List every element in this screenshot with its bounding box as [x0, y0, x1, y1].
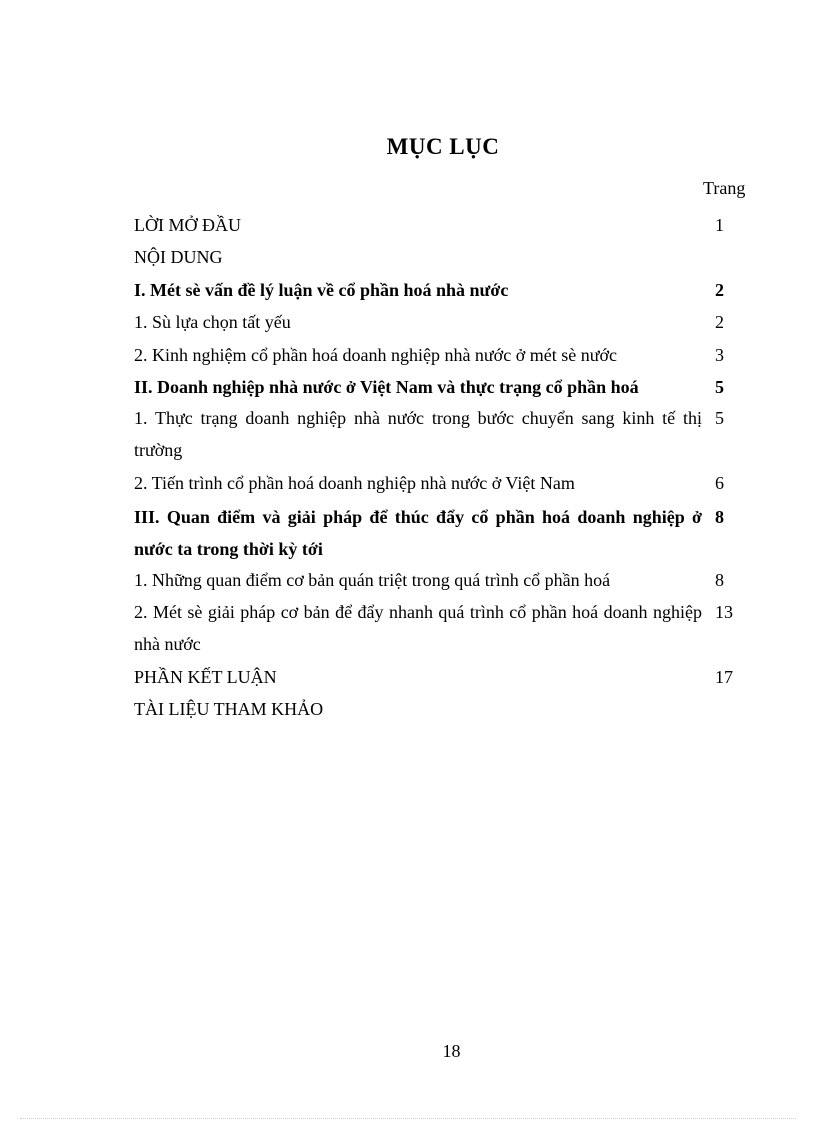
toc-entry-text: LỜI MỞ ĐẦU — [134, 215, 241, 235]
toc-entry-text: TÀI LIỆU THAM KHẢO — [134, 699, 324, 719]
toc-entry-ket-luan — [134, 661, 734, 693]
toc-entry-text: III. Quan điểm và giải pháp để thúc đẩy cổ phần hoá doanh nghiệp ở nước ta trong thời kỳ tới — [134, 507, 702, 559]
page-title: MỤC LỤC — [386, 134, 500, 159]
toc-entry-section-2-1 — [134, 402, 734, 466]
toc-entry-text: 2. Tiến trình cổ phần hoá doanh nghiệp nhà nước ở Việt Nam — [134, 473, 575, 493]
toc-entry-page: 13 — [715, 602, 733, 622]
toc-entry-section-3 — [134, 501, 734, 565]
toc-entry-section-1-1 — [134, 306, 734, 338]
toc-entry-section-3-2 — [134, 596, 734, 660]
toc-entry-page: 3 — [715, 345, 724, 365]
toc-entry-page: 5 — [715, 377, 724, 397]
toc-entry-loi-mo-dau — [134, 209, 734, 241]
toc-entry-section-1 — [134, 274, 734, 306]
toc-entry-page: 1 — [715, 215, 724, 235]
toc-entry-text: PHẦN KẾT LUẬN — [134, 667, 277, 687]
toc-entry-page: 6 — [715, 473, 724, 493]
page-column-label: Trang — [703, 178, 746, 198]
toc-entry-noi-dung — [134, 241, 734, 273]
toc-entry-section-1-2 — [134, 339, 734, 371]
toc-entry-text: 2. Mét sè giải pháp cơ bản để đẩy nhanh quá trình cổ phần hoá doanh nghiệp nhà nước — [134, 602, 702, 654]
toc-entry-text: 1. Thực trạng doanh nghiệp nhà nước trong bước chuyển sang kinh tế thị trường — [134, 408, 702, 460]
page-bottom-divider — [20, 1118, 796, 1119]
toc-entry-page: 8 — [715, 507, 724, 527]
toc-entry-page: 5 — [715, 408, 724, 428]
page-number: 18 — [442, 1041, 461, 1061]
toc-entry-text: I. Mét sè vấn đề lý luận về cổ phần hoá nhà nước — [134, 280, 509, 300]
toc-entry-page: 2 — [715, 312, 724, 332]
toc-entry-text: 1. Sù lựa chọn tất yếu — [134, 312, 291, 332]
toc-entry-page: 17 — [715, 667, 733, 687]
toc-entry-section-2 — [134, 371, 734, 403]
toc-entry-tai-lieu — [134, 693, 734, 725]
toc-entry-text: II. Doanh nghiệp nhà nước ở Việt Nam và thực trạng cổ phần hoá — [134, 377, 639, 397]
toc-entry-page: 2 — [715, 280, 724, 300]
toc-entry-section-2-2 — [134, 467, 734, 499]
toc-entry-text: 1. Những quan điểm cơ bản quán triệt trong quá trình cổ phần hoá — [134, 570, 611, 590]
toc-entry-text: NỘI DUNG — [134, 247, 223, 267]
toc-entry-text: 2. Kinh nghiệm cổ phần hoá doanh nghiệp nhà nước ở mét sè nước — [134, 345, 617, 365]
toc-entry-page: 8 — [715, 570, 724, 590]
toc-entry-section-3-1 — [134, 564, 734, 596]
